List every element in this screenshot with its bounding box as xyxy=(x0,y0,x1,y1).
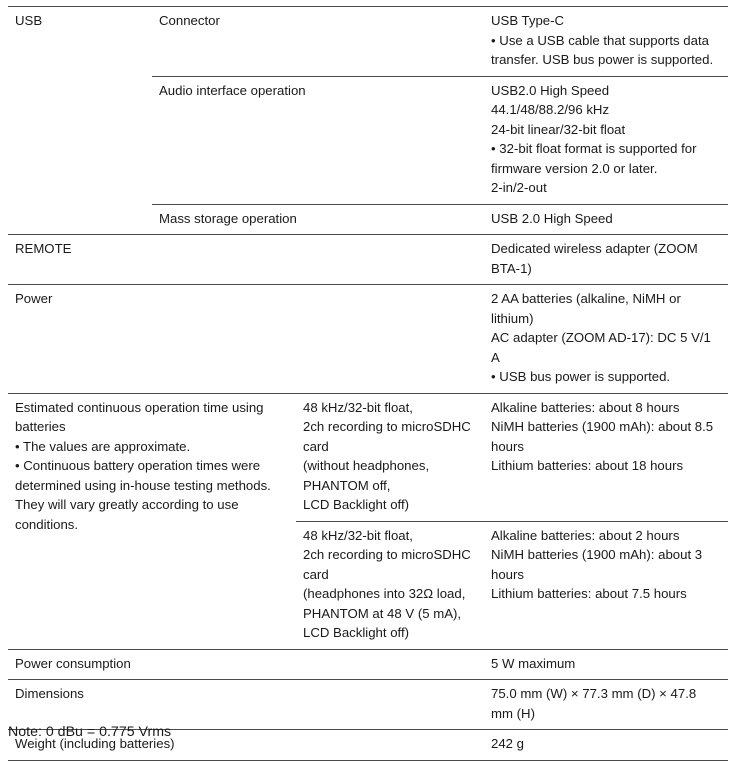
label-line: • The values are approximate. xyxy=(15,438,191,454)
value-line: 24-bit linear/32-bit float xyxy=(491,121,626,137)
usb-mass-storage-value xyxy=(484,204,728,235)
condition-line: 2ch recording to microSDHC card xyxy=(303,419,471,454)
spec-row-power xyxy=(8,285,728,394)
usb-connector-value xyxy=(484,7,728,77)
value-line: 242 g xyxy=(491,736,525,751)
value-line: USB2.0 High Speed xyxy=(491,82,610,98)
value-line: Dedicated wireless adapter (ZOOM BTA-1) xyxy=(491,241,698,276)
power-label: Power xyxy=(8,285,484,394)
value-line: 2-in/2-out xyxy=(491,180,547,195)
value-line: 5 W maximum xyxy=(491,655,576,671)
spec-row-remote xyxy=(8,235,728,285)
value-line: USB Type-C xyxy=(491,13,565,28)
usb-audio-interface-value xyxy=(484,76,728,204)
condition-line: PHANTOM at 48 V (5 mA), xyxy=(303,605,462,621)
remote-label: REMOTE xyxy=(8,235,484,285)
spec-row-power-consumption xyxy=(8,649,728,680)
value-line: 75.0 mm (W) × 77.3 mm (D) × 47.8 mm (H) xyxy=(491,686,697,721)
dimensions-value xyxy=(484,680,728,730)
battery-condition-1 xyxy=(296,393,484,521)
value-line: Lithium batteries: about 18 hours xyxy=(491,458,684,473)
battery-value-1 xyxy=(484,393,728,521)
remote-value xyxy=(484,235,728,285)
value-line: • 32-bit float format is supported for firmware version 2.0 or later. xyxy=(491,141,697,176)
condition-line: 48 kHz/32-bit float, xyxy=(303,399,413,415)
battery-time-label xyxy=(8,393,296,649)
spec-row-usb-connector xyxy=(8,7,728,77)
condition-line: 48 kHz/32-bit float, xyxy=(303,527,413,543)
usb-label: USB xyxy=(8,7,152,235)
value-line: NiMH batteries (1900 mAh): about 3 hours xyxy=(491,547,703,582)
value-line: Alkaline batteries: about 8 hours xyxy=(491,399,680,415)
value-line: • USB bus power is supported. xyxy=(491,369,671,384)
power-consumption-label: Power consumption xyxy=(8,649,484,680)
spec-table xyxy=(8,6,728,761)
condition-line: LCD Backlight off) xyxy=(303,625,410,640)
condition-line: PHANTOM off, xyxy=(303,477,391,493)
value-line: Lithium batteries: about 7.5 hours xyxy=(491,586,687,601)
battery-value-2 xyxy=(484,521,728,649)
battery-condition-2 xyxy=(296,521,484,649)
spec-row-battery-time-1 xyxy=(8,393,728,521)
label-line: • Continuous battery operation times were determined using in-house testing methods. They will vary greatly according to use conditions. xyxy=(15,458,271,532)
usb-connector-label: Connector xyxy=(152,7,484,77)
value-line: NiMH batteries (1900 mAh): about 8.5 hours xyxy=(491,419,714,454)
condition-line: 2ch recording to microSDHC card xyxy=(303,547,471,582)
usb-mass-storage-label: Mass storage operation xyxy=(152,204,484,235)
power-consumption-value xyxy=(484,649,728,680)
footnote: Note: 0 dBu = 0.775 Vrms xyxy=(8,724,172,740)
value-line: AC adapter (ZOOM AD-17): DC 5 V/1 A xyxy=(491,330,711,365)
value-line: 44.1/48/88.2/96 kHz xyxy=(491,102,610,117)
condition-line: (without headphones, xyxy=(303,458,430,473)
value-line: • Use a USB cable that supports data transfer. USB bus power is supported. xyxy=(491,32,714,67)
usb-audio-interface-label: Audio interface operation xyxy=(152,76,484,204)
value-line: USB 2.0 High Speed xyxy=(491,210,613,226)
weight-label: Weight (including batteries) xyxy=(8,730,484,761)
condition-line: (headphones into 32Ω load, xyxy=(303,586,466,601)
condition-line: LCD Backlight off) xyxy=(303,497,410,512)
weight-value xyxy=(484,730,728,761)
value-line: Alkaline batteries: about 2 hours xyxy=(491,527,680,543)
power-value xyxy=(484,285,728,394)
value-line: 2 AA batteries (alkaline, NiMH or lithium) xyxy=(491,291,681,326)
dimensions-label: Dimensions xyxy=(8,680,484,730)
label-line: Estimated continuous operation time using batteries xyxy=(15,399,264,434)
